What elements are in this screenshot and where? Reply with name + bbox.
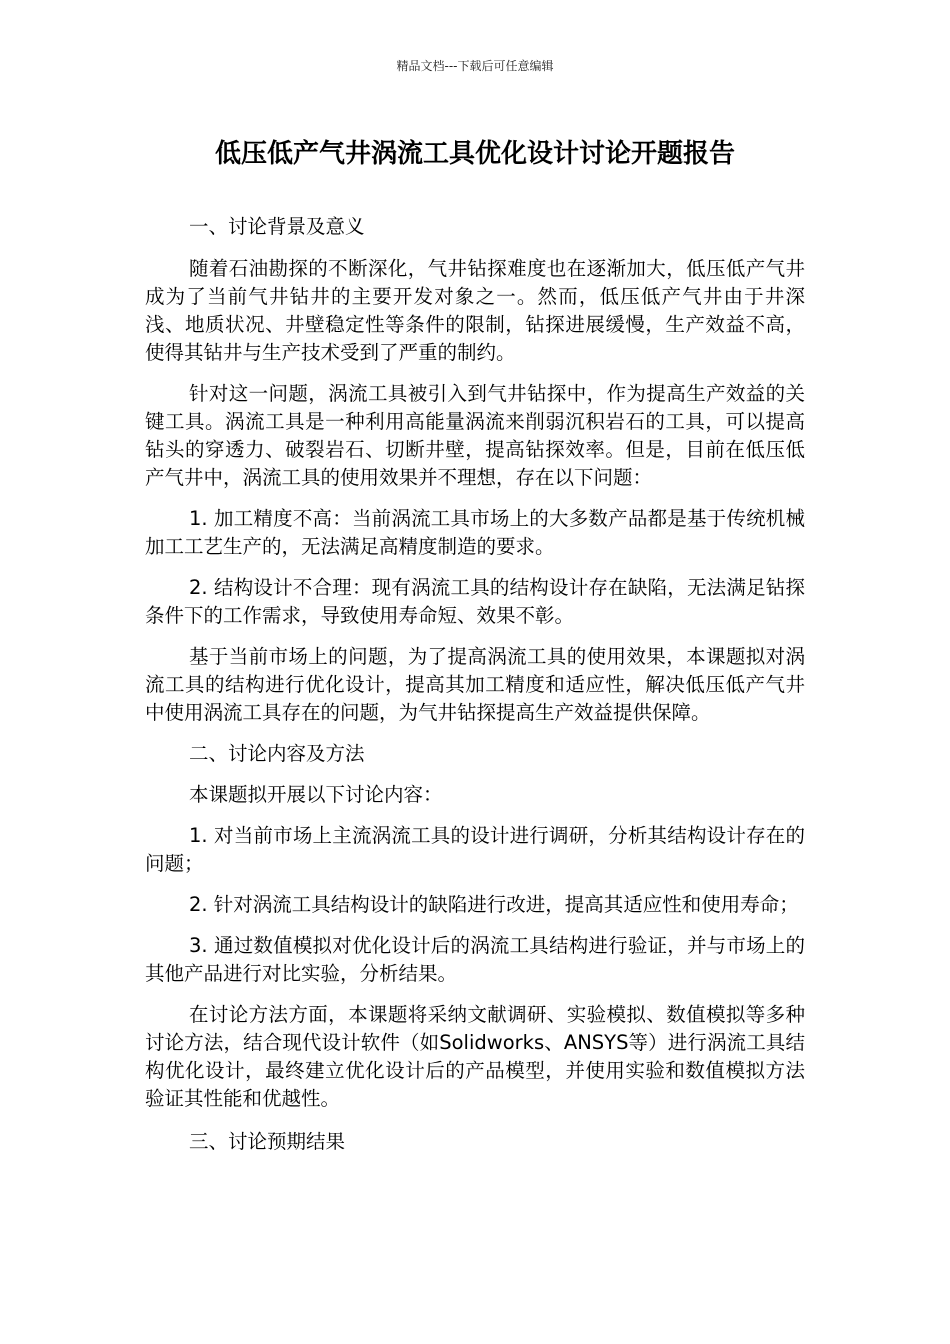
list-item: 3. 通过数值模拟对优化设计后的涡流工具结构进行验证，并与市场上的其他产品进行对比实验，分析结果。: [145, 934, 805, 985]
list-item: 2. 结构设计不合理：现有涡流工具的结构设计存在缺陷，无法满足钻探条件下的工作需求，导致使用寿命短、效果不彰。: [145, 576, 805, 627]
paragraph: 基于当前市场上的问题，为了提高涡流工具的使用效果，本课题拟对涡流工具的结构进行优化设计，提高其加工精度和适应性，解决低压低产气井中使用涡流工具存在的问题，为气井钻探提高生产效益提供保障。: [145, 645, 805, 724]
list-item: 1. 加工精度不高：当前涡流工具市场上的大多数产品都是基于传统机械加工工艺生产的，无法满足高精度制造的要求。: [145, 507, 805, 558]
section-heading-content-methods: 二、讨论内容及方法: [189, 742, 365, 765]
paragraph: 针对这一问题，涡流工具被引入到气井钻探中，作为提高生产效益的关键工具。涡流工具是一种利用高能量涡流来削弱沉积岩石的工具，可以提高钻头的穿透力、破裂岩石、切断井壁，提高钻探效率。但是，目前在低压低产气井中，涡流工具的使用效果并不理想，存在以下问题：: [145, 382, 805, 489]
paragraph: 本课题拟开展以下讨论内容：: [189, 783, 443, 806]
document-title: 低压低产气井涡流工具优化设计讨论开题报告: [214, 139, 735, 169]
list-item: 2. 针对涡流工具结构设计的缺陷进行改进，提高其适应性和使用寿命；: [189, 893, 799, 916]
section-heading-background: 一、讨论背景及意义: [189, 215, 365, 238]
page-header: 精品文档---下载后可任意编辑: [396, 59, 554, 73]
document-body: [145, 211, 805, 1169]
paragraph: 在讨论方法方面，本课题将采纳文献调研、实验模拟、数值模拟等多种讨论方法，结合现代设计软件（如Solidworks、ANSYS等）进行涡流工具结构优化设计，最终建立优化设计后的产品模型，并使用实验和数值模拟方法验证其性能和优越性。: [145, 1003, 805, 1110]
list-item: 1. 对当前市场上主流涡流工具的设计进行调研，分析其结构设计存在的问题；: [145, 824, 805, 875]
section-heading-expected-results: 三、讨论预期结果: [189, 1130, 346, 1153]
paragraph: 随着石油勘探的不断深化，气井钻探难度也在逐渐加大，低压低产气井成为了当前气井钻井的主要开发对象之一。然而，低压低产气井由于井深浅、地质状况、井壁稳定性等条件的限制，钻探进展缓慢，生产效益不高，使得其钻井与生产技术受到了严重的制约。: [145, 257, 805, 364]
